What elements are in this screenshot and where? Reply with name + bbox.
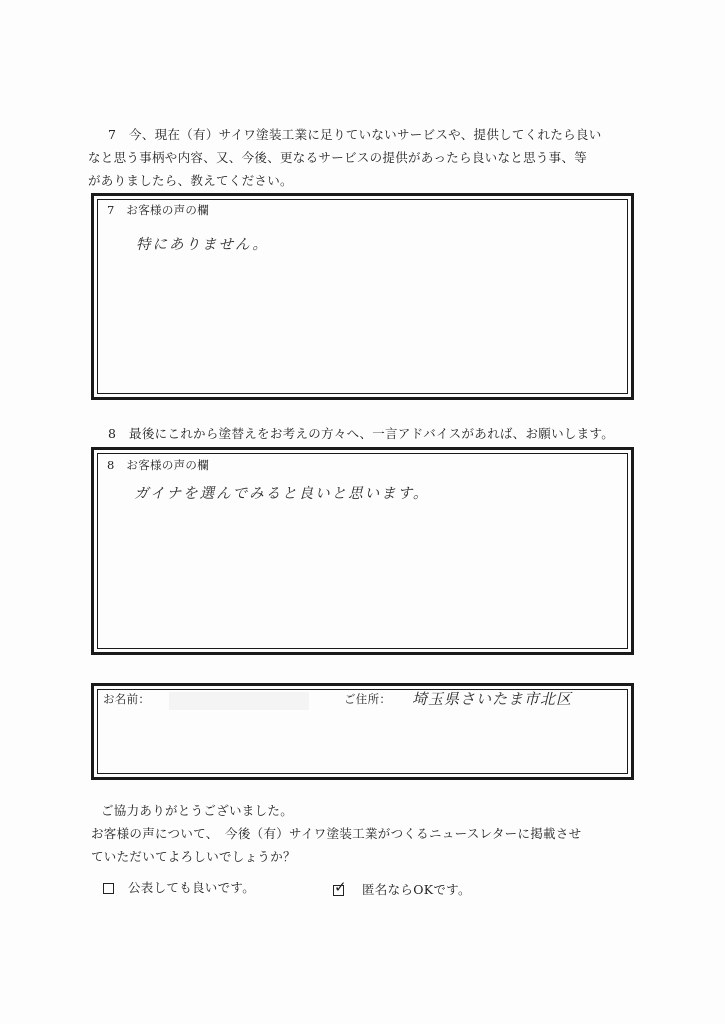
name-address-box[interactable] [91, 683, 634, 780]
thanks-text: ご協力ありがとうございました。 [101, 803, 294, 818]
option-public-label: 公表しても良いです。 [128, 880, 256, 895]
q7-text-line1: 7 今、現在（有）サイワ塗装工業に足りていないサービスや、提供してくれたら良い [108, 127, 602, 142]
address-label: ご住所： [344, 692, 392, 706]
name-redacted-area [169, 692, 309, 710]
q8-answer-box[interactable] [91, 447, 634, 655]
q8-box-label: 8 お客様の声の欄 [107, 458, 210, 472]
name-label: お名前： [103, 692, 151, 706]
option-anonymous-label: 匿名ならOKです。 [362, 882, 471, 897]
q8-handwritten-answer: ガイナを選んでみると良いと思います。 [134, 486, 430, 502]
checkmark-icon: ✓ [334, 878, 347, 896]
q8-text-line1: 8 最後にこれから塗替えをお考えの方々へ、一言アドバイスがあれば、お願いします。 [108, 426, 615, 441]
address-handwritten-value: 埼玉県さいたま市北区 [412, 690, 573, 708]
q7-handwritten-answer: 特にありません。 [136, 237, 269, 253]
q7-box-label: 7 お客様の声の欄 [107, 203, 210, 217]
permission-text-line2: ていただいてよろしいでしょうか？ [91, 849, 296, 864]
permission-text-line1: お客様の声について、 今後（有）サイワ塗装工業がつくるニュースレターに掲載させ [91, 826, 582, 841]
q7-text-line3: がありましたら、教えてください。 [88, 173, 293, 188]
option-public-checkbox[interactable] [103, 883, 114, 894]
q7-text-line2: なと思う事柄や内容、又、今後、更なるサービスの提供があったら良いなと思う事、等 [88, 150, 588, 165]
q7-answer-box[interactable] [91, 193, 634, 400]
